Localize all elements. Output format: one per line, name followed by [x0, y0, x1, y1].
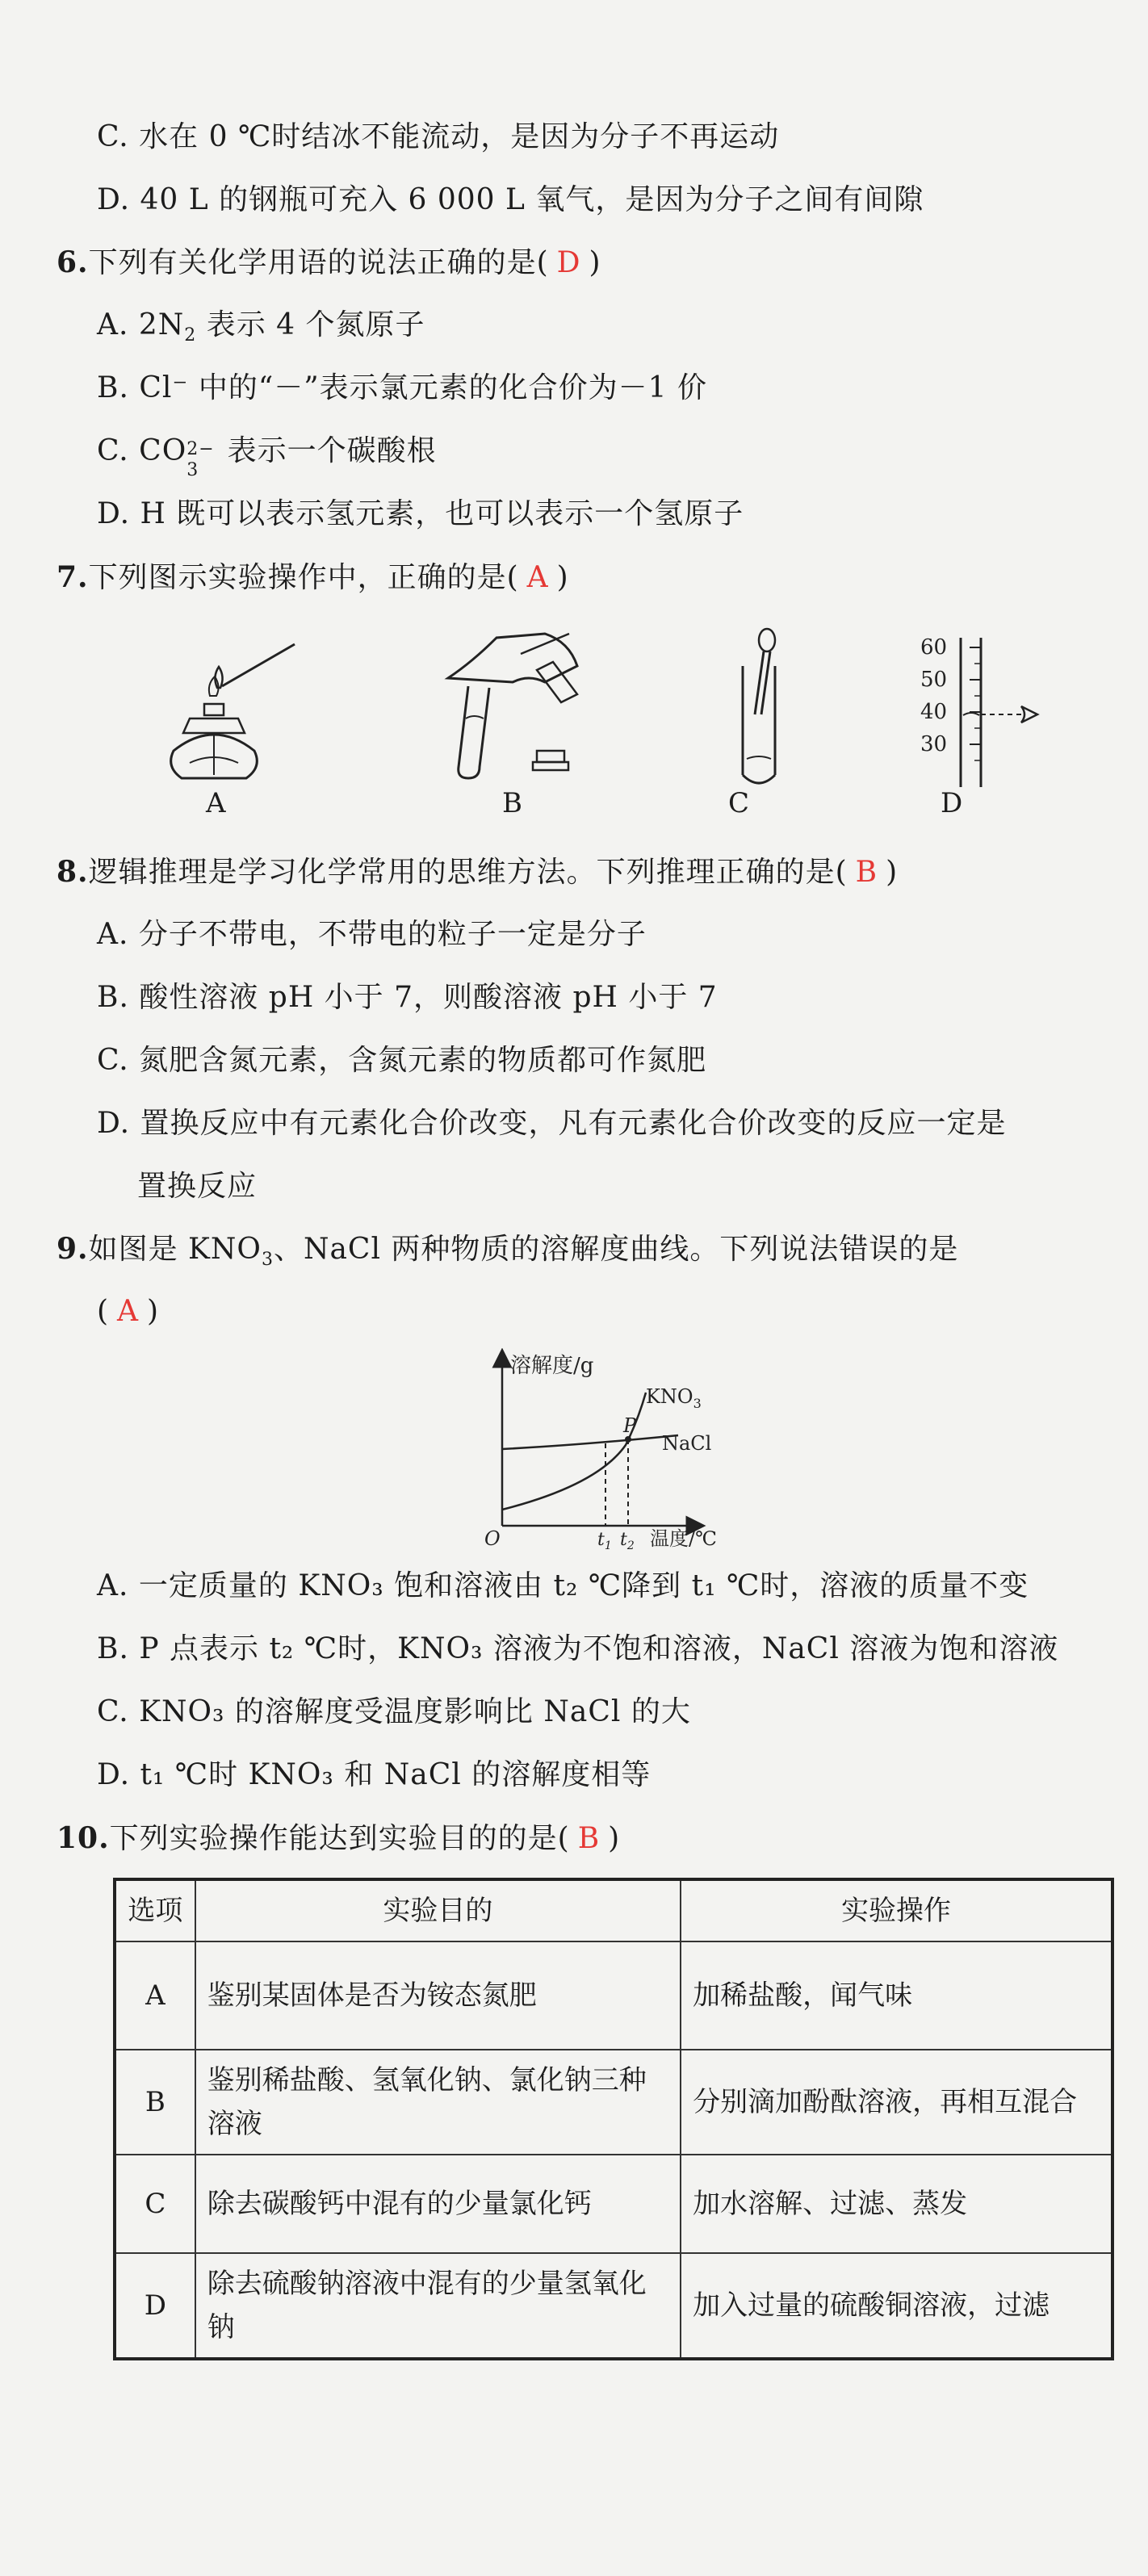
q6-stem — [57, 242, 601, 283]
q7-close: ) — [556, 561, 569, 594]
q6-option-a-post: 表示 4 个氮原子 — [196, 308, 425, 341]
figure-label-a: A — [206, 787, 226, 819]
q9-number: 9. — [57, 1232, 89, 1266]
q7-stem — [57, 557, 569, 598]
solubility-curve-chart — [484, 1348, 743, 1550]
q6-option-d: D. H 既可以表示氢元素，也可以表示一个氢原子 — [97, 497, 744, 530]
table-cell-aim: 除去碳酸钙中混有的少量氯化钙 — [195, 2155, 681, 2253]
cylinder-tick-50: 50 — [920, 668, 948, 692]
q6-option-a-pre: A. 2N — [97, 308, 185, 341]
table-row — [115, 2253, 1112, 2359]
q6-option-c-pre: C. CO — [97, 434, 187, 467]
chart-xlabel: 温度/℃ — [650, 1527, 717, 1550]
kno3-curve — [502, 1393, 646, 1510]
q9-option-c: C. KNO₃ 的溶解度受温度影响比 NaCl 的大 — [97, 1695, 691, 1728]
table-cell-option: D — [115, 2253, 195, 2359]
q8-option-a: A. 分子不带电，不带电的粒子一定是分子 — [97, 918, 647, 951]
point-p — [625, 1436, 631, 1443]
cylinder-tick-30: 30 — [920, 732, 948, 756]
figure-pouring-liquid — [432, 622, 593, 791]
q6-option-c — [97, 431, 437, 480]
q10-number: 10. — [57, 1821, 110, 1855]
q9-open: ( — [97, 1295, 110, 1328]
table-header: 实验操作 — [681, 1879, 1112, 1941]
q9-close: ) — [147, 1295, 160, 1328]
chart-t1-sub: 1 — [604, 1539, 612, 1550]
table-cell-aim: 鉴别稀盐酸、氢氧化钠、氯化钠三种溶液 — [195, 2050, 681, 2155]
q5-option-c: C. 水在 0 ℃时结冰不能流动，是因为分子不再运动 — [97, 120, 780, 153]
q6-number: 6. — [57, 245, 89, 279]
q9-stem-pre: 如图是 KNO — [88, 1233, 262, 1266]
q10-options-table — [113, 1878, 1114, 2360]
q9-option-d: D. t₁ ℃时 KNO₃ 和 NaCl 的溶解度相等 — [97, 1758, 652, 1791]
q6-close: ) — [589, 246, 601, 279]
q6-option-c-charge: 2− — [186, 439, 215, 459]
q9-option-a: A. 一定质量的 KNO₃ 饱和溶液由 t₂ ℃降到 t₁ ℃时，溶液的质量不变 — [97, 1569, 1029, 1602]
cylinder-tick-40: 40 — [920, 700, 948, 724]
figure-dropper-in-tube — [710, 626, 807, 791]
chart-nacl-label: NaCl — [662, 1432, 712, 1455]
q10-answer: B — [577, 1822, 601, 1855]
cylinder-tick-60: 60 — [920, 635, 948, 660]
chart-ylabel: 溶解度/g — [510, 1354, 594, 1378]
table-cell-aim: 除去硫酸钠溶液中混有的少量氢氧化钠 — [195, 2253, 681, 2359]
q9-stem — [57, 1229, 958, 1280]
q6-option-a-sub: 2 — [184, 325, 197, 346]
q6-option-c-sub: 3 — [186, 460, 199, 480]
table-row — [115, 1941, 1112, 2050]
table-cell-option: B — [115, 2050, 195, 2155]
q7-answer: A — [526, 561, 549, 594]
chart-kno3-label — [646, 1385, 702, 1411]
q9-stem-sub: 3 — [261, 1250, 274, 1271]
q6-option-c-post: 表示一个碳酸根 — [217, 434, 437, 467]
chart-t1-label — [597, 1530, 612, 1550]
table-row — [115, 2050, 1112, 2155]
q8-option-b: B. 酸性溶液 pH 小于 7，则酸溶液 pH 小于 7 — [97, 981, 718, 1014]
q10-stem — [57, 1818, 620, 1859]
chart-t1-text: t — [597, 1530, 605, 1550]
figure-label-c: C — [728, 787, 750, 819]
table-cell-operation: 加入过量的硫酸铜溶液，过滤 — [681, 2253, 1112, 2359]
q10-close: ) — [608, 1822, 621, 1855]
q6-stem-text: 下列有关化学用语的说法正确的是( — [88, 246, 549, 279]
q8-number: 8. — [57, 855, 89, 889]
q8-close: ) — [886, 856, 899, 889]
table-header: 选项 — [115, 1879, 195, 1941]
table-cell-operation: 分别滴加酚酞溶液，再相互混合 — [681, 2050, 1112, 2155]
chart-point-label: P — [623, 1414, 637, 1437]
table-cell-operation: 加稀盐酸，闻气味 — [681, 1941, 1112, 2050]
chart-t2-sub: 2 — [626, 1539, 635, 1550]
q8-option-c: C. 氮肥含氮元素，含氮元素的物质都可作氮肥 — [97, 1044, 707, 1077]
chart-origin: O — [484, 1527, 501, 1550]
q8-option-d: D. 置换反应中有元素化合价改变，凡有元素化合价改变的反应一定是 — [97, 1107, 1007, 1140]
q8-answer: B — [855, 856, 878, 889]
q7-number: 7. — [57, 560, 89, 594]
q9-option-b: B. P 点表示 t₂ ℃时，KNO₃ 溶液为不饱和溶液，NaCl 溶液为饱和溶液 — [97, 1632, 1059, 1665]
figure-alcohol-lamp — [157, 630, 311, 791]
q8-stem — [57, 852, 898, 893]
table-cell-aim: 鉴别某固体是否为铵态氮肥 — [195, 1941, 681, 2050]
q8-option-d-cont: 置换反应 — [137, 1170, 258, 1203]
chart-kno3-sub: 3 — [693, 1396, 702, 1411]
table-cell-option: A — [115, 1941, 195, 2050]
table-header: 实验目的 — [195, 1879, 681, 1941]
nacl-curve — [502, 1435, 678, 1449]
q8-stem-text: 逻辑推理是学习化学常用的思维方法。下列推理正确的是( — [88, 856, 848, 889]
chart-kno3-text: KNO — [646, 1385, 693, 1408]
chart-t2-text: t — [620, 1530, 627, 1550]
q5-option-d: D. 40 L 的钢瓶可充入 6 000 L 氧气，是因为分子之间有间隙 — [97, 183, 924, 216]
figure-graduated-cylinder — [916, 630, 1054, 791]
q9-answer: A — [117, 1295, 140, 1328]
figure-label-d: D — [941, 787, 963, 819]
figure-label-b: B — [502, 787, 522, 819]
q10-stem-text: 下列实验操作能达到实验目的的是( — [109, 1822, 570, 1855]
q6-option-a — [97, 305, 425, 356]
table-cell-operation: 加水溶解、过滤、蒸发 — [681, 2155, 1112, 2253]
table-cell-option: C — [115, 2155, 195, 2253]
q9-answer-line — [97, 1292, 159, 1332]
chart-t2-label — [620, 1530, 635, 1550]
q7-stem-text: 下列图示实验操作中，正确的是( — [88, 561, 519, 594]
q6-option-b: B. Cl⁻ 中的“－”表示氯元素的化合价为－1 价 — [97, 371, 708, 404]
table-header-row — [115, 1879, 1112, 1941]
table-row — [115, 2155, 1112, 2253]
q9-stem-post: 、NaCl 两种物质的溶解度曲线。下列说法错误的是 — [273, 1233, 959, 1266]
q6-answer: D — [556, 246, 581, 279]
